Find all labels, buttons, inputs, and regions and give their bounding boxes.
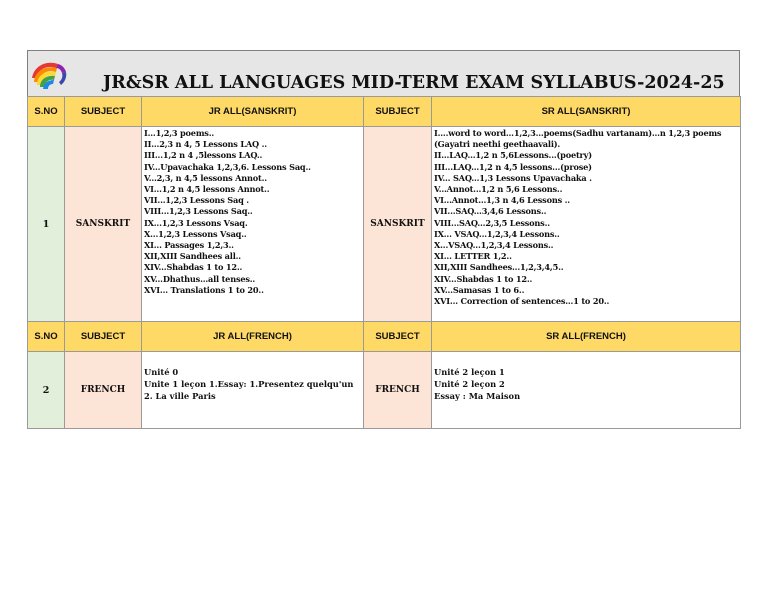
sr-subject-cell: FRENCH xyxy=(364,352,432,429)
list-item: IX...1,2,3 Lessons Vsaq. xyxy=(144,217,248,228)
list-item: III...1,2 n 4 ,5lessons LAQ.. xyxy=(144,150,263,161)
list-item: X...VSAQ...1,2,3,4 Lessons.. xyxy=(434,240,554,251)
list-item: III...LAQ...1,2 n 4,5 lessons...(prose) xyxy=(434,161,592,172)
list-item: V...2,3, n 4,5 lessons Annot.. xyxy=(144,172,267,183)
list-item: II...2,3 n 4, 5 Lessons LAQ .. xyxy=(144,139,267,150)
list-item: XVI... Correction of sentences...1 to 20.. xyxy=(434,296,610,307)
list-item: XI... Passages 1,2,3.. xyxy=(144,240,234,251)
header-jr: JR ALL(FRENCH) xyxy=(142,322,364,352)
list-item: XV...Dhathus...all tenses.. xyxy=(144,273,256,284)
list-item: Essay : Ma Maison xyxy=(434,391,521,401)
header-row-french xyxy=(28,322,741,352)
rainbow-swirl-logo-icon xyxy=(28,56,70,96)
jr-syllabus-cell xyxy=(142,352,364,429)
list-item: VI...Annot...1,3 n 4,6 Lessons .. xyxy=(434,195,570,206)
sno-cell: 1 xyxy=(28,127,65,322)
list-item: VII...SAQ...3,4,6 Lessons.. xyxy=(434,206,547,217)
header-subject-2: SUBJECT xyxy=(364,322,432,352)
jr-subject-cell: FRENCH xyxy=(65,352,142,429)
list-item: XIV...Shabdas 1 to 12.. xyxy=(144,262,243,273)
header-sr: SR ALL(FRENCH) xyxy=(432,322,741,352)
list-item: VII...1,2,3 Lessons Saq . xyxy=(144,195,249,206)
syllabus-sheet xyxy=(27,50,740,429)
list-item: Unite 1 leçon 1.Essay: 1.Presentez quelqu'un xyxy=(144,379,354,389)
list-item: IV...Upavachaka 1,2,3,6. Lessons Saq.. xyxy=(144,161,311,172)
sr-syllabus-cell xyxy=(432,127,741,322)
list-item: XIV...Shabdas 1 to 12.. xyxy=(434,273,533,284)
sr-subject-cell: SANSKRIT xyxy=(364,127,432,322)
header-subject: SUBJECT xyxy=(65,322,142,352)
list-item: VI...1,2 n 4,5 lessons Annot.. xyxy=(144,184,270,195)
list-item: Unité 2 leçon 2 xyxy=(434,379,505,389)
list-item: XI... LETTER 1,2.. xyxy=(434,251,512,262)
jr-syllabus-cell xyxy=(142,127,364,322)
header-sno: S.NO xyxy=(28,322,65,352)
list-item: IV... SAQ...1,3 Lessons Upavachaka . xyxy=(434,172,592,183)
page-title: JR&SR ALL LANGUAGES MID-TERM EXAM SYLLABUS-2024-25 xyxy=(103,73,725,93)
list-item: 2. La ville Paris xyxy=(144,391,216,401)
list-item: Unité 0 xyxy=(144,367,179,377)
list-item: XII,XIII Sandhees...1,2,3,4,5.. xyxy=(434,262,564,273)
syllabus-table xyxy=(27,96,741,429)
table-row-sanskrit xyxy=(28,127,741,322)
jr-subject-cell: SANSKRIT xyxy=(65,127,142,322)
table-row-french xyxy=(28,352,741,429)
header-subject: SUBJECT xyxy=(65,97,142,127)
header-sno: S.NO xyxy=(28,97,65,127)
header-row-sanskrit xyxy=(28,97,741,127)
sr-syllabus-cell xyxy=(432,352,741,429)
list-item: X...1,2,3 Lessons Vsaq.. xyxy=(144,228,247,239)
list-item: IX... VSAQ...1,2,3,4 Lessons.. xyxy=(434,228,560,239)
list-item: XV...Samasas 1 to 6.. xyxy=(434,284,525,295)
title-bar xyxy=(27,50,740,96)
list-item: I...1,2,3 poems.. xyxy=(144,128,214,138)
list-item: Unité 2 leçon 1 xyxy=(434,367,505,377)
header-jr: JR ALL(SANSKRIT) xyxy=(142,97,364,127)
list-item: II...LAQ...1,2 n 5,6Lessons...(poetry) xyxy=(434,150,592,161)
header-sr: SR ALL(SANSKRIT) xyxy=(432,97,741,127)
list-item: VIII...SAQ...2,3,5 Lessons.. xyxy=(434,217,550,228)
list-item: I....word to word...1,2,3...poems(Sadhu vartanam)...n 1,2,3 poems (Gayatri neethi geethaavali). xyxy=(434,128,722,150)
list-item: XVI... Translations 1 to 20.. xyxy=(144,284,264,295)
header-subject-2: SUBJECT xyxy=(364,97,432,127)
sno-cell: 2 xyxy=(28,352,65,429)
list-item: V...Annot...1,2 n 5,6 Lessons.. xyxy=(434,184,563,195)
list-item: XII,XIII Sandhees all.. xyxy=(144,251,241,262)
list-item: VIII...1,2,3 Lessons Saq.. xyxy=(144,206,253,217)
